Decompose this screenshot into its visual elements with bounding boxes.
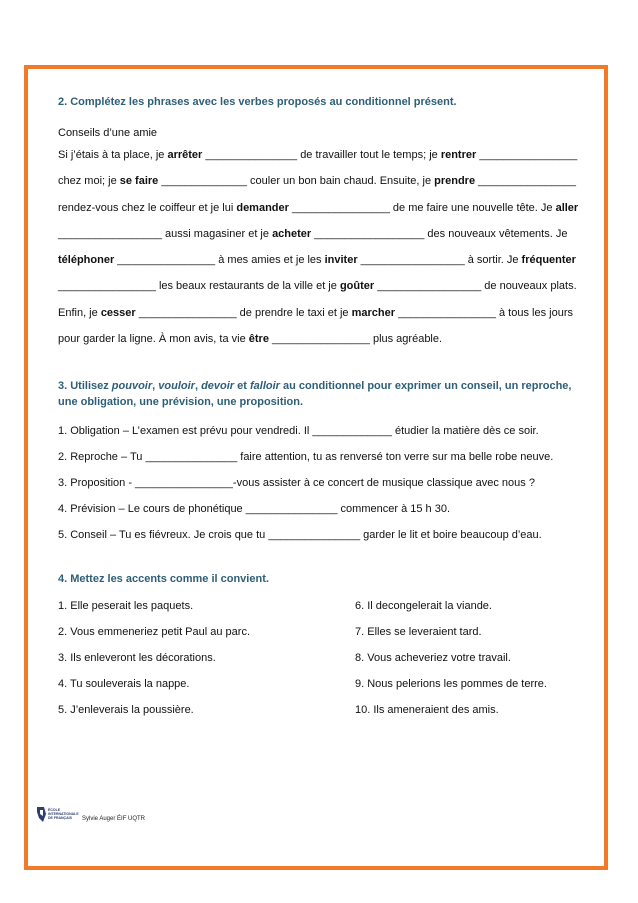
section-4-item: 9. Nous pelerions les pommes de terre. <box>355 678 547 690</box>
section-3-item: 3. Proposition - ________________-vous assister à ce concert de musique classique avec nous ? <box>58 477 535 489</box>
section-4-item: 5. J’enleverais la poussière. <box>58 704 194 716</box>
section-4-item: 10. Ils ameneraient des amis. <box>355 704 499 716</box>
section-2-line: Enfin, je cesser ________________ de prendre le taxi et je marcher ________________ à tous les jours <box>58 307 573 319</box>
section-2-line: _________________ aussi magasiner et je acheter __________________ des nouveaux vêtements. Je <box>58 228 568 240</box>
section-4-item: 4. Tu souleverais la nappe. <box>58 678 190 690</box>
section-2-line: rendez-vous chez le coiffeur et je lui demander ________________ de me faire une nouvelle tête. Je aller <box>58 202 579 214</box>
section-2-line: pour garder la ligne. À mon avis, ta vie être ________________ plus agréable. <box>58 333 443 345</box>
section-3-item: 4. Prévision – Le cours de phonétique _______________ commencer à 15 h 30. <box>58 503 451 515</box>
section-3-item: 2. Reproche – Tu _______________ faire attention, tu as renversé ton verre sur ma belle robe neuve. <box>58 451 554 463</box>
logo-text: ÉCOLE INTERNATIONALE DE FRANÇAIS <box>48 808 79 820</box>
section-2-line: Si j’étais à ta place, je arrêter _______________ de travailler tout le temps; je rentrer ________________ <box>58 149 578 161</box>
footer-author: Sylvie Auger ÉIF UQTR <box>82 816 146 822</box>
section-4-item: 3. Ils enleveront les décorations. <box>58 652 216 664</box>
section-4-item: 8. Vous acheveriez votre travail. <box>355 652 511 664</box>
section-2-subtitle: Conseils d’une amie <box>58 127 158 139</box>
section-2-line: ________________ les beaux restaurants de la ville et je goûter _________________ de nouveaux plats. <box>58 280 577 292</box>
section-3-item: 1. Obligation – L’examen est prévu pour vendredi. Il _____________ étudier la matière dès ce soir. <box>58 425 539 437</box>
section-3-title: 3. Utilisez pouvoir, vouloir, devoir et falloir au conditionnel pour exprimer un conseil, un reproche, <box>58 380 572 392</box>
section-4-item: 7. Elles se leveraient tard. <box>355 626 482 638</box>
section-3-item: 5. Conseil – Tu es fiévreux. Je crois que tu _______________ garder le lit et boire beaucoup d’eau. <box>58 529 542 541</box>
section-4-item: 1. Elle peserait les paquets. <box>58 600 194 612</box>
section-2-title: 2. Complétez les phrases avec les verbes proposés au conditionnel présent. <box>58 96 457 108</box>
section-2-line: téléphoner ________________ à mes amies et je les inviter _________________ à sortir. Je fréquenter <box>58 254 576 266</box>
section-2-line: chez moi; je se faire ______________ couler un bon bain chaud. Ensuite, je prendre ________________ <box>58 175 577 187</box>
section-4-item: 6. Il decongelerait la viande. <box>355 600 492 612</box>
section-3-title-line2: une obligation, une prévision, une proposition. <box>58 396 304 408</box>
section-4-title: 4. Mettez les accents comme il convient. <box>58 573 269 585</box>
section-4-item: 2. Vous emmeneriez petit Paul au parc. <box>58 626 250 638</box>
